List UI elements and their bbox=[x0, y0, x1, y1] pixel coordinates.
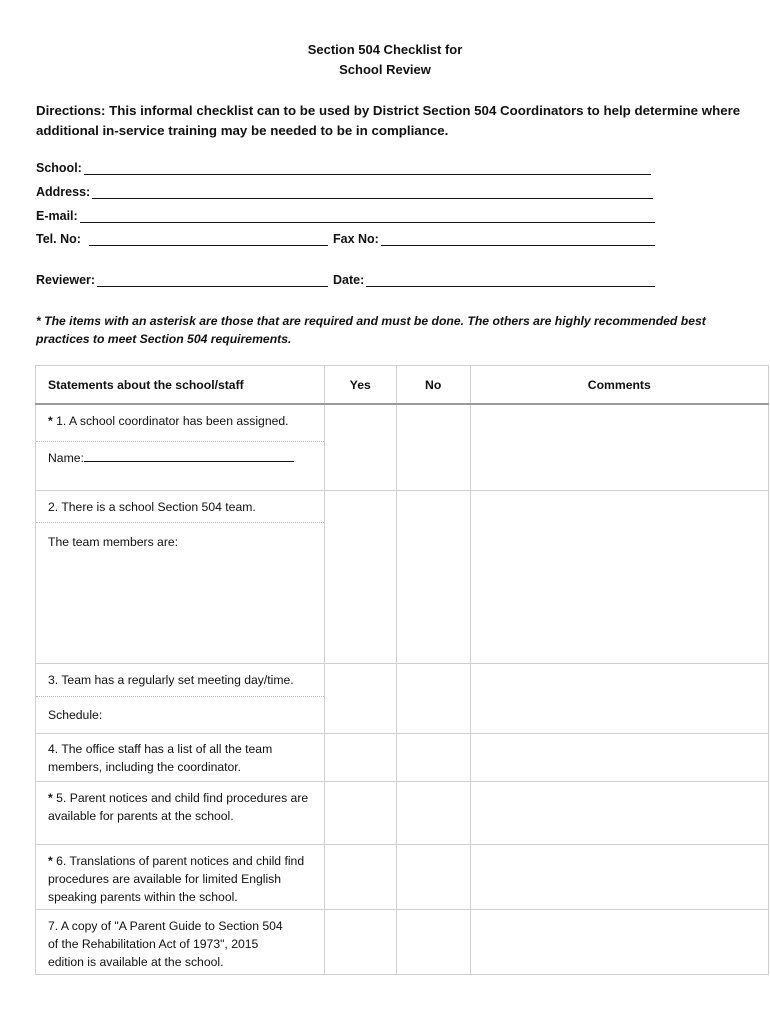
yes-cell[interactable] bbox=[324, 490, 396, 663]
yes-cell[interactable] bbox=[324, 781, 396, 844]
statement-text: 7. A copy of "A Parent Guide to Section 504 of the Rehabilitation Act of 1973", 2015 edition is available at the school. bbox=[48, 918, 283, 969]
statement-cell bbox=[36, 490, 325, 663]
statement-cell bbox=[36, 781, 325, 844]
title-line-2: School Review bbox=[339, 62, 431, 77]
tel-label: Tel. No: bbox=[36, 232, 81, 246]
comments-cell[interactable] bbox=[470, 404, 768, 490]
address-line[interactable] bbox=[92, 184, 653, 199]
comments-cell[interactable] bbox=[470, 781, 768, 844]
name-line[interactable] bbox=[84, 449, 294, 462]
required-asterisk: * bbox=[48, 790, 53, 805]
statement-text: 3. Team has a regularly set meeting day/time. bbox=[48, 672, 294, 687]
statement-cell bbox=[36, 844, 325, 909]
email-line[interactable] bbox=[80, 208, 655, 223]
table-row bbox=[36, 781, 769, 844]
yes-cell[interactable] bbox=[324, 844, 396, 909]
table-row bbox=[36, 404, 769, 490]
statement-text: 1. A school coordinator has been assigned. bbox=[56, 414, 289, 428]
table-row bbox=[36, 490, 769, 663]
header-comments: Comments bbox=[470, 366, 768, 405]
required-asterisk: * bbox=[48, 853, 53, 868]
fax-label: Fax No: bbox=[333, 232, 379, 246]
header-yes: Yes bbox=[324, 366, 396, 405]
required-asterisk: * bbox=[48, 414, 53, 428]
asterisk-note: * The items with an asterisk are those that are required and must be done. The others are highly recommended best practices to meet Section 504 requirements. bbox=[36, 314, 706, 346]
comments-cell[interactable] bbox=[470, 909, 768, 974]
no-cell[interactable] bbox=[396, 490, 470, 663]
statement-text: 4. The office staff has a list of all the team members, including the coordinator. bbox=[48, 741, 273, 774]
statement-cell bbox=[36, 733, 325, 781]
fax-line[interactable] bbox=[381, 231, 655, 246]
date-line[interactable] bbox=[366, 272, 655, 287]
no-cell[interactable] bbox=[396, 781, 470, 844]
email-label: E-mail: bbox=[36, 209, 78, 223]
reviewer-label: Reviewer: bbox=[36, 273, 96, 287]
reviewer-line[interactable] bbox=[97, 272, 328, 287]
date-field[interactable] bbox=[333, 272, 655, 287]
school-label: School: bbox=[36, 161, 82, 175]
school-line[interactable] bbox=[84, 160, 651, 175]
header-no: No bbox=[396, 366, 470, 405]
header-statements: Statements about the school/staff bbox=[36, 366, 325, 405]
statement-cell bbox=[36, 663, 325, 733]
no-cell[interactable] bbox=[396, 404, 470, 490]
title-line-1: Section 504 Checklist for bbox=[307, 42, 463, 57]
comments-cell[interactable] bbox=[470, 844, 768, 909]
statement-cell bbox=[36, 909, 325, 974]
no-cell[interactable] bbox=[396, 663, 470, 733]
tel-field[interactable] bbox=[36, 231, 328, 246]
reviewer-field[interactable] bbox=[36, 272, 328, 287]
statement-cell bbox=[36, 404, 325, 490]
sub-label: Schedule: bbox=[48, 707, 103, 722]
yes-cell[interactable] bbox=[324, 663, 396, 733]
fax-field[interactable] bbox=[333, 231, 655, 246]
statement-text: 6. Translations of parent notices and child find procedures are available for limited English speaking parents within the school. bbox=[48, 853, 305, 904]
table-row bbox=[36, 909, 769, 974]
table-row bbox=[36, 844, 769, 909]
comments-cell[interactable] bbox=[470, 663, 768, 733]
address-field[interactable] bbox=[36, 184, 653, 199]
comments-cell[interactable] bbox=[470, 490, 768, 663]
address-label: Address: bbox=[36, 185, 91, 199]
no-cell[interactable] bbox=[396, 733, 470, 781]
table-row bbox=[36, 733, 769, 781]
table-row bbox=[36, 663, 769, 733]
checklist-table bbox=[35, 365, 769, 975]
yes-cell[interactable] bbox=[324, 733, 396, 781]
email-field[interactable] bbox=[36, 208, 655, 223]
no-cell[interactable] bbox=[396, 909, 470, 974]
tel-line[interactable] bbox=[89, 231, 328, 246]
yes-cell[interactable] bbox=[324, 404, 396, 490]
no-cell[interactable] bbox=[396, 844, 470, 909]
table-header-row bbox=[36, 366, 769, 405]
statement-text: 2. There is a school Section 504 team. bbox=[48, 499, 256, 514]
school-field[interactable] bbox=[36, 160, 651, 175]
yes-cell[interactable] bbox=[324, 909, 396, 974]
sub-label: The team members are: bbox=[48, 534, 179, 549]
directions-text: Directions: This informal checklist can to be used by District Section 504 Coordinators to help determine where additional in-service training may be needed to be in compliance. bbox=[36, 103, 741, 138]
date-label: Date: bbox=[333, 273, 365, 287]
statement-text: 5. Parent notices and child find procedures are available for parents at the school. bbox=[48, 790, 309, 823]
sub-label: Name: bbox=[48, 451, 84, 465]
comments-cell[interactable] bbox=[470, 733, 768, 781]
